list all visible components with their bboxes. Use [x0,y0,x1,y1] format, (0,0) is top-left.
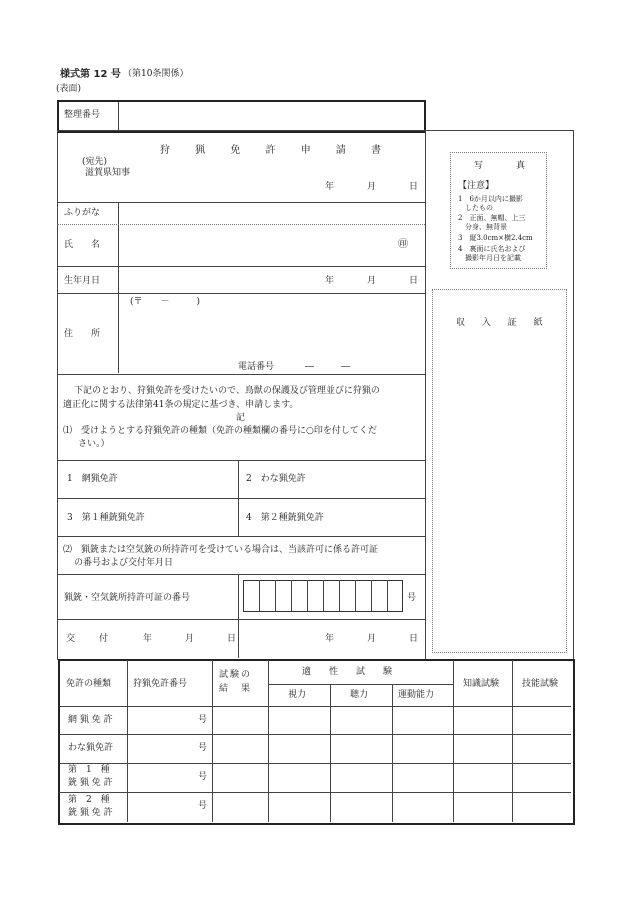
divider [212,660,213,822]
divider [57,574,425,575]
furigana-label: ふりがな [64,208,101,218]
col-vision: 視力 [288,690,307,700]
row-suffix: 号 [198,801,208,811]
photo-note-2b: 分身、無背景 [465,223,507,231]
issue-label: 交 付 [66,634,111,644]
divider [57,460,425,461]
revenue-stamp-box [432,289,567,653]
row-suffix: 号 [198,772,208,782]
col-hearing: 聴力 [350,690,369,700]
divider [57,202,425,203]
digit-separator [323,580,324,611]
photo-note-1b: したもの [465,204,493,212]
revenue-stamp-label: 収 入 証 紙 [456,318,550,328]
digit-separator [387,580,388,611]
col-license-type: 免許の種類 [66,679,112,689]
row-gun-1-license-b: 銃 猟 免 許 [68,778,113,788]
digit-separator [259,580,260,611]
divider [512,660,513,822]
phone-number[interactable]: ― ― [305,362,351,372]
divider [57,293,425,294]
row-net-license: 網 猟 免 許 [68,715,113,725]
photo-title: 写 真 [474,161,531,171]
question-1-line-2: さい。） [78,439,110,449]
digit-separator [355,580,356,611]
divider [118,102,119,130]
address-input[interactable] [121,312,421,356]
birth-date-value[interactable]: 年 月 日 [325,276,424,286]
application-date: 年 月 日 [325,182,424,192]
row-gun-2-license-b: 銃 猟 免 許 [68,808,113,818]
permit-number-boxes[interactable] [243,580,403,612]
divider [330,684,331,822]
name-input[interactable] [121,227,391,261]
addressee: 滋賀県知事 [85,168,131,178]
divider [59,734,571,735]
form-number: 様式第 12 号 [60,69,121,80]
digit-separator [339,580,340,611]
row-suffix: 号 [198,715,208,725]
col-motor: 運動能力 [398,690,435,700]
furigana-input[interactable] [121,204,421,222]
question-2-line-2: の番号および交付年月日 [74,558,174,568]
row-trap-license: わな猟免許 [68,743,114,753]
addressee-label: (宛先) [82,157,108,167]
divider [59,792,571,793]
form-side: (表面) [56,84,82,94]
row-suffix: 号 [198,743,208,753]
dotted-divider [57,224,425,225]
photo-note-1a: 1 6か月以内に撮影 [458,195,523,203]
divider [127,660,128,822]
application-title: 狩 猟 免 許 申 請 書 [160,145,393,156]
col-license-number: 狩猟免許番号 [133,679,188,689]
license-option-net[interactable]: 1 網猟免許 [67,474,118,484]
reference-number-label: 整理番号 [64,110,101,120]
license-option-gun-2[interactable]: 4 第２種銃猟免許 [246,513,324,523]
license-option-gun-1[interactable]: 3 第１種銃猟免許 [67,513,145,523]
postal-code[interactable]: (〒 － ) [130,297,201,307]
divider [59,706,571,707]
issue-date-right[interactable]: 年 月 日 [325,634,424,644]
divider [57,374,425,375]
digit-separator [371,580,372,611]
license-option-trap[interactable]: 2 わな猟免許 [246,474,306,484]
divider [57,619,425,620]
row-gun-2-license-a: 第 2 種 [68,795,110,805]
form-reference: （第10条関係） [123,69,189,79]
divider [57,498,425,499]
col-skill: 技能試験 [522,679,559,689]
birth-date-label: 生年月日 [64,276,101,286]
address-label: 住 所 [64,329,101,339]
divider [425,130,426,659]
divider [57,536,425,537]
divider [59,763,571,764]
question-1-line-1: ⑴ 受けようとする狩猟免許の種類（免許の種類欄の番号に○印を付してくだ [63,426,377,436]
permit-number-suffix: 号 [407,593,417,603]
digit-separator [291,580,292,611]
divider [238,574,239,658]
reference-number-field[interactable] [121,104,419,126]
issue-date-left[interactable]: 年 月 日 [143,634,242,644]
phone-label: 電話番号 [238,362,275,372]
photo-note-2a: 2 正面、無帽、上三 [458,214,526,222]
col-exam-result-1: 試験の [219,670,253,680]
col-exam-result-2: 結 果 [219,684,253,694]
photo-note-4a: 4 裏面に氏名および [458,245,526,253]
divider [118,293,119,373]
name-label: 氏 名 [64,240,101,250]
seal-mark: ㊞ [398,239,408,250]
declaration-line-2: 適正化に関する法律第41条の規定に基づき、申請します。 [63,400,299,410]
divider [57,266,425,267]
divider [268,684,453,685]
photo-note-4b: 撮影年月日を記載 [465,254,521,262]
digit-separator [307,580,308,611]
divider [453,660,454,822]
declaration-line-1: 下記のとおり、狩猟免許を受けたいので、鳥獣の保護及び管理並びに狩猟の [74,386,380,396]
ki-marker: 記 [236,413,246,423]
divider [118,202,119,300]
question-2-line-1: ⑵ 猟銃または空気銃の所持許可を受けている場合は、当該許可に係る許可証 [63,545,379,555]
photo-note-3: 3 縦3.0cm×横2.4cm [458,234,533,242]
photo-notes-heading: 【注意】 [458,181,495,191]
divider [392,684,393,822]
digit-separator [275,580,276,611]
permit-number-label: 猟銃・空気銃所持許可証の番号 [64,593,191,603]
col-aptitude: 適 性 試 験 [302,667,393,677]
col-knowledge: 知識試験 [463,679,500,689]
row-gun-1-license-a: 第 1 種 [68,765,110,775]
